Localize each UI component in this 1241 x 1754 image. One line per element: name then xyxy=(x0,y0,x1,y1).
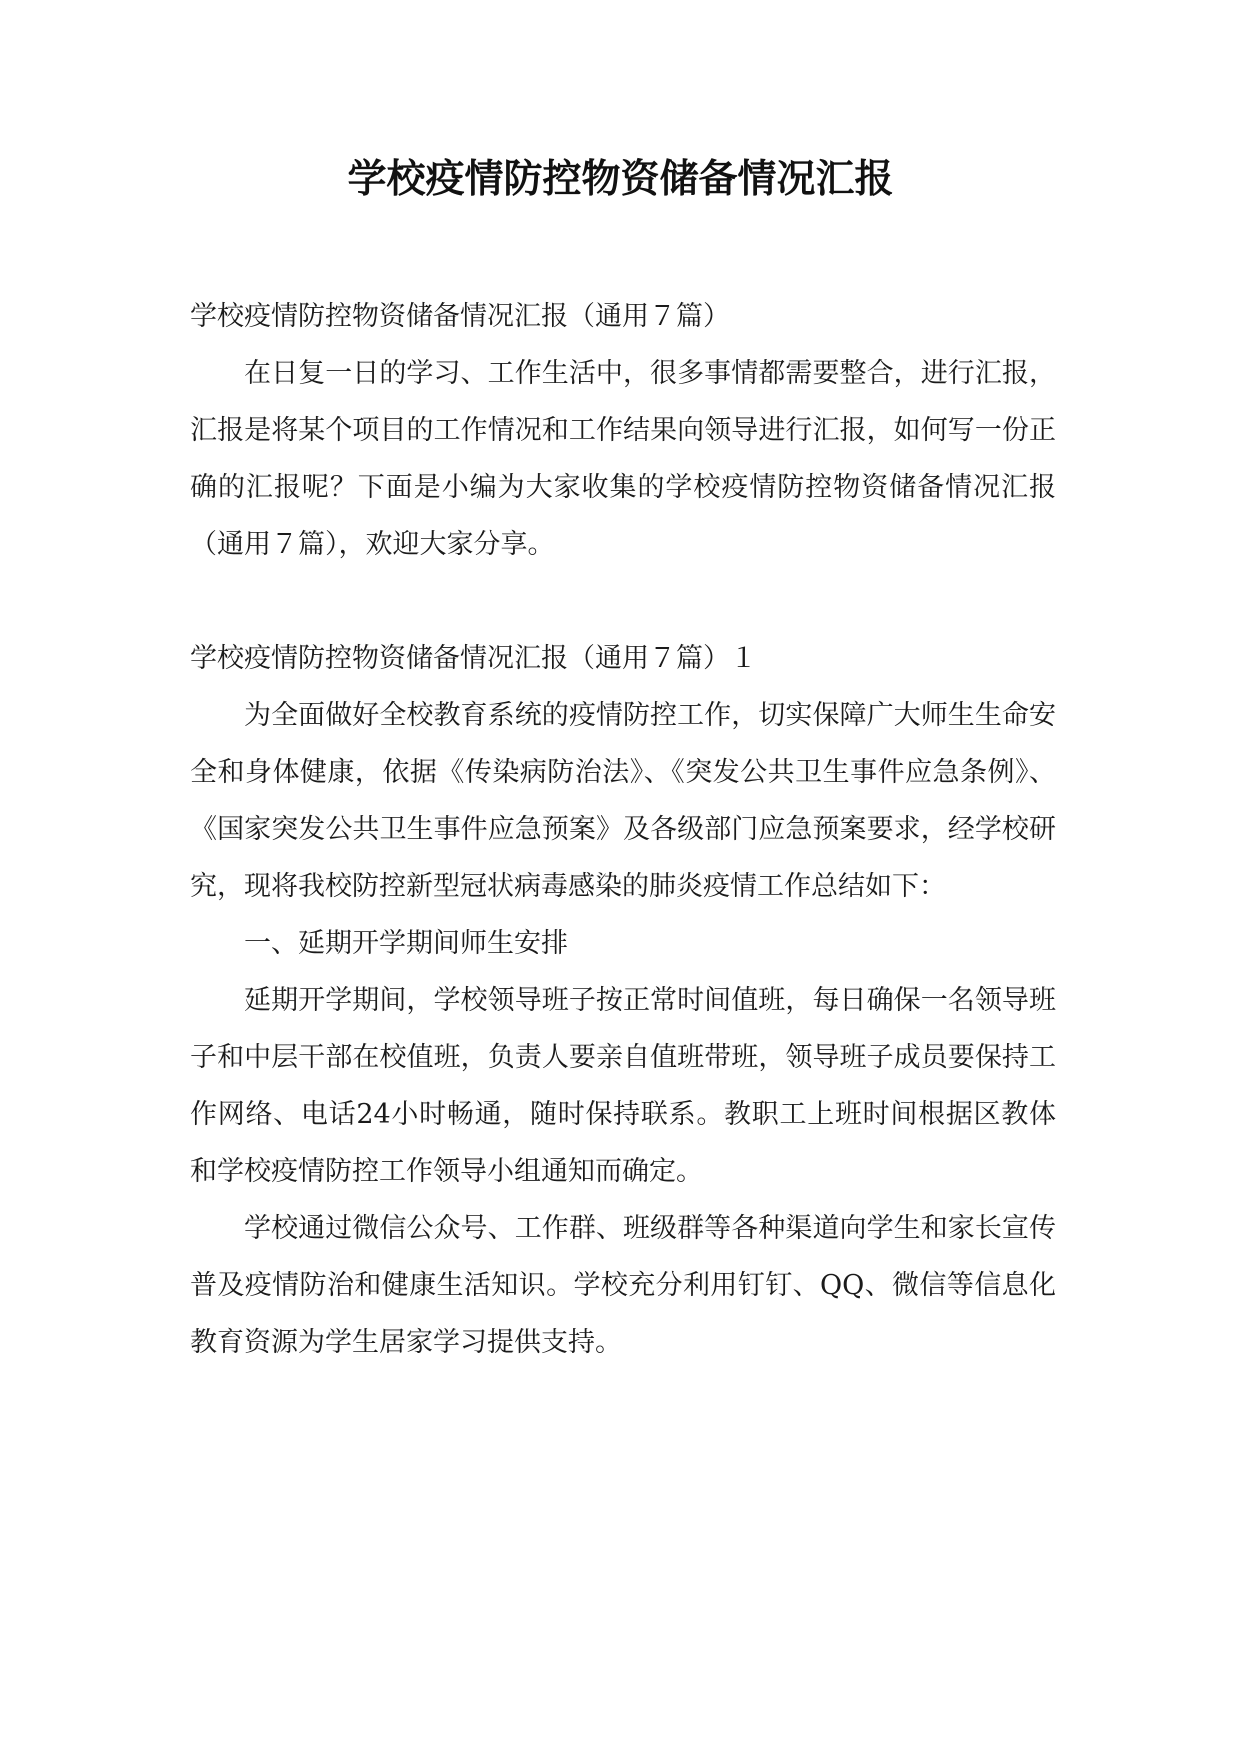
subsection-heading: 一、延期开学期间师生安排 xyxy=(244,928,568,959)
section-heading: 学校疫情防控物资储备情况汇报（通用７篇）１ xyxy=(190,643,757,674)
document-body xyxy=(190,288,1056,1371)
body-paragraph: 延期开学期间，学校领导班子按正常时间值班，每日确保一名领导班子和中层干部在校值班，负责人要亲自值班带班，领导班子成员要保持工作网络、电话24小时畅通，随时保持联系。教职工上班时间根据区教体和学校疫情防控工作领导小组通知而确定。 xyxy=(190,985,1056,1187)
subtitle-heading: 学校疫情防控物资储备情况汇报（通用７篇） xyxy=(190,301,730,332)
body-paragraph: 为全面做好全校教育系统的疫情防控工作，切实保障广大师生生命安全和身体健康，依据《传染病防治法》、《突发公共卫生事件应急条例》、《国家突发公共卫生事件应急预案》及各级部门应急预案要求，经学校研究，现将我校防控新型冠状病毒感染的肺炎疫情工作总结如下： xyxy=(190,700,1056,902)
document-title: 学校疫情防控物资储备情况汇报 xyxy=(347,157,894,202)
intro-paragraph: 在日复一日的学习、工作生活中，很多事情都需要整合，进行汇报，汇报是将某个项目的工作情况和工作结果向领导进行汇报，如何写一份正确的汇报呢？下面是小编为大家收集的学校疫情防控物资储备情况汇报（通用７篇），欢迎大家分享。 xyxy=(190,358,1056,560)
body-paragraph: 学校通过微信公众号、工作群、班级群等各种渠道向学生和家长宣传普及疫情防治和健康生活知识。学校充分利用钉钉、QQ、微信等信息化教育资源为学生居家学习提供支持。 xyxy=(190,1213,1056,1358)
